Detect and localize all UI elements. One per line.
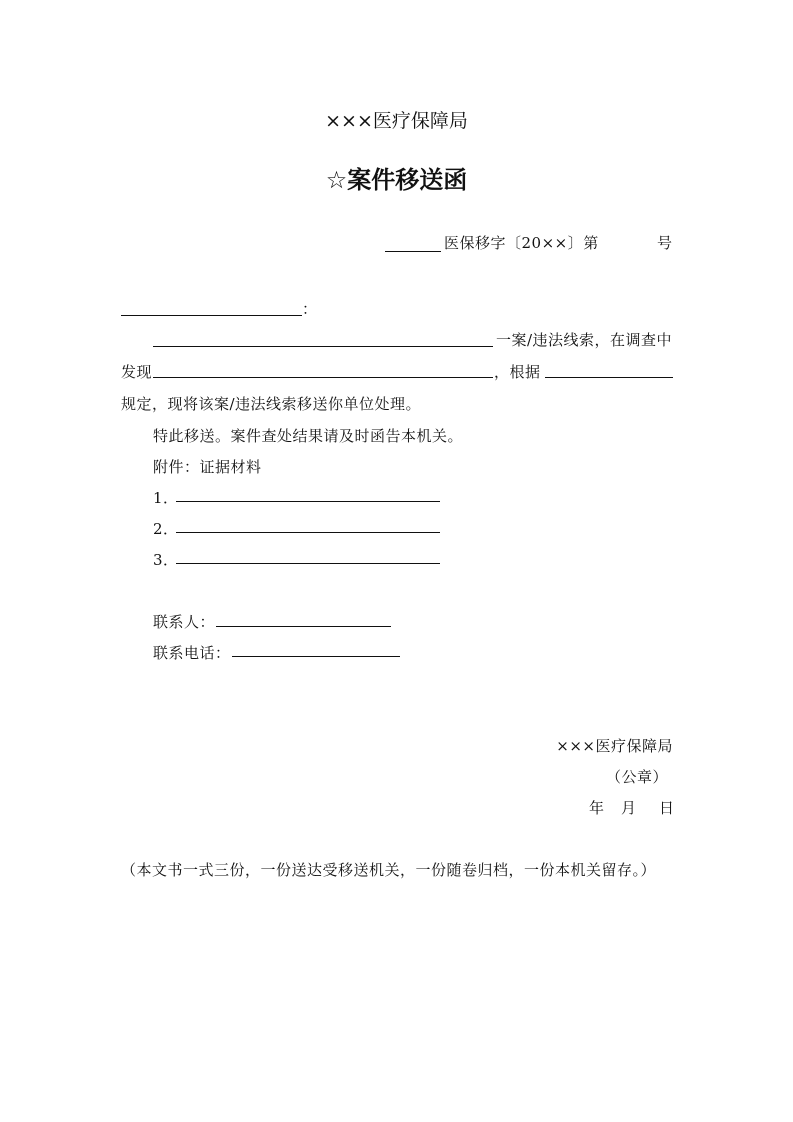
date-day: 日 — [659, 799, 675, 817]
body-line1-end: 一案/违法线索，在调查中 — [496, 331, 673, 349]
doc-number-suffix: 号 — [657, 234, 673, 252]
signature-agency: ×××医疗保障局 — [556, 737, 673, 755]
attachment-1-blank — [176, 501, 440, 502]
doc-number-text: 医保移字〔20××〕第 — [444, 234, 599, 252]
recipient-blank — [121, 315, 302, 316]
official-seal-label: （公章） — [606, 768, 669, 786]
contact-person-label: 联系人： — [153, 613, 216, 631]
contact-phone-label: 联系电话： — [153, 644, 231, 662]
attachment-2-blank — [176, 532, 440, 533]
agency-header: ×××医疗保障局 — [325, 110, 468, 132]
body-line3: 规定，现将该案/违法线索移送你单位处理。 — [121, 395, 422, 413]
doc-number-blank — [385, 251, 441, 252]
basis-blank — [545, 377, 673, 378]
body-line2-mid: ，根据 — [494, 363, 541, 381]
salutation-colon: ： — [302, 300, 318, 318]
attachments-label: 附件：证据材料 — [153, 458, 262, 476]
attachment-3-blank — [176, 563, 440, 564]
copies-footnote: （本文书一式三份，一份送达受移送机关，一份随卷归档，一份本机关留存。） — [121, 861, 657, 879]
contact-phone-blank — [232, 656, 400, 657]
attachment-number: 2． — [153, 520, 179, 538]
finding-blank — [153, 377, 493, 378]
contact-person-blank — [216, 626, 391, 627]
attachment-number: 1． — [153, 489, 179, 507]
attachment-number: 3． — [153, 551, 179, 569]
body-line4: 特此移送。案件查处结果请及时函告本机关。 — [153, 427, 464, 445]
date-year: 年 — [589, 799, 605, 817]
case-name-blank — [153, 346, 493, 347]
body-line2-prefix: 发现 — [121, 363, 153, 381]
document-title: ☆案件移送函 — [325, 166, 468, 194]
date-month: 月 — [621, 799, 637, 817]
